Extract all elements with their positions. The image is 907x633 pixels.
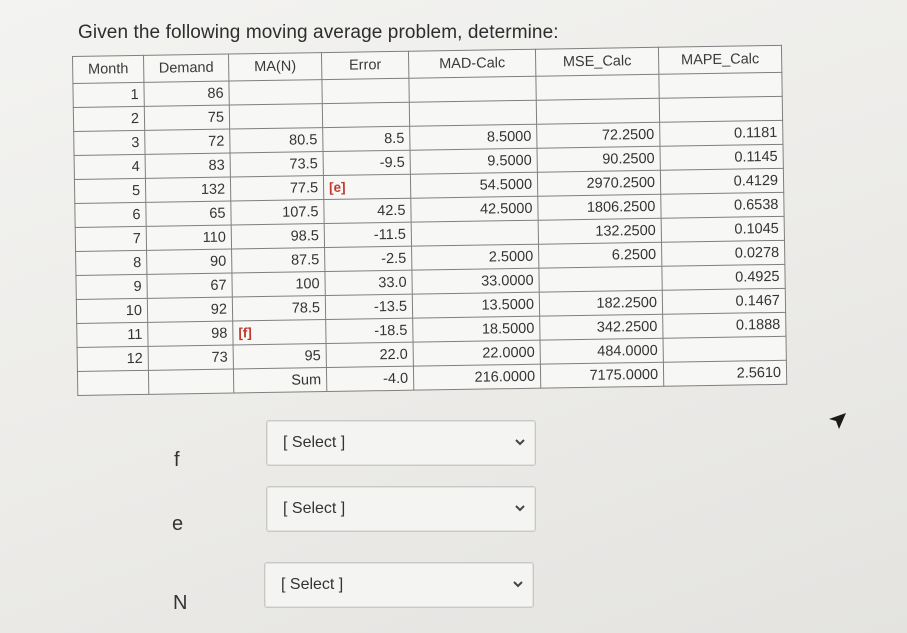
cell-error: -11.5 (324, 222, 411, 247)
cell-error: 22.0 (326, 342, 413, 367)
header-mse: MSE_Calc (535, 47, 658, 76)
select-e[interactable] (266, 486, 536, 532)
answer-tag-e: [e] (328, 179, 346, 195)
chevron-down-icon (513, 435, 527, 449)
cell-mape: 0.0278 (661, 240, 784, 266)
cell-mape (659, 72, 782, 98)
cell-mad: 42.5000 (411, 196, 538, 222)
header-mad: MAD-Calc (408, 49, 535, 78)
header-mape: MAPE_Calc (658, 45, 781, 74)
cell-mad (409, 100, 536, 126)
sum-cell: Sum (233, 368, 326, 393)
select-e-text: [ Select ] (283, 500, 346, 517)
cell-ma: 95 (233, 344, 326, 369)
cell-month: 7 (75, 226, 146, 251)
question-label-f: f (174, 449, 180, 471)
cell-ma: 87.5 (232, 248, 325, 273)
cell-mse: 484.0000 (540, 338, 663, 364)
cell-ma: 77.5 (230, 176, 323, 201)
empty-cell (148, 369, 233, 394)
question-label-e: e (172, 513, 184, 535)
sum-cell: 7175.0000 (540, 362, 663, 388)
cell-mse: 342.2500 (540, 314, 663, 340)
cell-mad: 54.5000 (410, 172, 537, 198)
cell-mse: 132.2500 (538, 218, 661, 244)
cell-ma: 100 (232, 272, 325, 297)
cell-demand: 65 (146, 201, 231, 226)
sum-cell: 216.0000 (413, 364, 540, 390)
cell-month: 2 (73, 106, 144, 131)
cell-mad: 33.0000 (412, 268, 539, 294)
cell-ma: 78.5 (232, 296, 325, 321)
empty-cell (77, 370, 148, 395)
cell-mape: 0.6538 (661, 192, 784, 218)
cell-mad: 13.5000 (412, 292, 539, 318)
cell-mse: 90.2500 (537, 146, 660, 172)
cell-mad (409, 76, 536, 102)
cell-error (322, 102, 409, 127)
cell-demand: 83 (145, 153, 230, 178)
cell-error (323, 174, 410, 199)
cell-error: 8.5 (323, 126, 410, 151)
cell-demand: 73 (148, 345, 233, 370)
cell-error (322, 78, 409, 103)
moving-average-table (72, 45, 787, 396)
cell-month: 9 (76, 274, 147, 299)
cell-mad: 8.5000 (410, 124, 537, 150)
chevron-down-icon (513, 501, 527, 515)
mouse-cursor-icon (826, 410, 848, 434)
cell-demand: 132 (145, 177, 230, 202)
cell-ma: 80.5 (230, 128, 323, 153)
cell-demand: 92 (147, 297, 232, 322)
cell-month: 11 (77, 322, 148, 347)
sum-cell: -4.0 (326, 366, 413, 391)
cell-error: -13.5 (325, 294, 412, 319)
cell-mape: 0.1181 (660, 120, 783, 146)
cell-mse (539, 266, 662, 292)
cell-month: 6 (75, 202, 146, 227)
cell-mape (659, 96, 782, 122)
cell-mse: 2970.2500 (537, 170, 660, 196)
header-month: Month (73, 55, 144, 83)
cell-ma: 107.5 (231, 200, 324, 225)
cell-mape: 0.1045 (661, 216, 784, 242)
cell-demand: 90 (147, 249, 232, 274)
header-ma: MA(N) (228, 53, 321, 81)
select-n-text: [ Select ] (281, 576, 344, 593)
cell-month: 3 (74, 130, 145, 155)
cell-error: -18.5 (326, 318, 413, 343)
cell-mad: 9.5000 (410, 148, 537, 174)
cell-mape: 0.1145 (660, 144, 783, 170)
cell-month: 5 (74, 178, 145, 203)
cell-mape: 0.1467 (662, 288, 785, 314)
cell-mse (536, 98, 659, 124)
cell-mse: 1806.2500 (538, 194, 661, 220)
question-heading: Given the following moving average problem, determine: (78, 22, 559, 43)
sum-cell: 2.5610 (663, 360, 786, 386)
cell-mse (536, 74, 659, 100)
cell-mse: 6.2500 (539, 242, 662, 268)
cell-demand: 67 (147, 273, 232, 298)
cell-demand: 75 (144, 105, 229, 130)
header-demand: Demand (143, 54, 228, 82)
question-label-n: N (173, 592, 188, 614)
cell-ma: 98.5 (231, 224, 324, 249)
cell-demand: 86 (144, 81, 229, 106)
answer-tag-f: [f] (238, 324, 252, 340)
cell-month: 8 (76, 250, 147, 275)
cell-error: -9.5 (323, 150, 410, 175)
cell-mad: 18.5000 (413, 316, 540, 342)
chevron-down-icon (511, 577, 525, 591)
header-error: Error (321, 51, 408, 79)
cell-demand: 98 (148, 321, 233, 346)
cell-error: -2.5 (325, 246, 412, 271)
cell-mape: 0.4925 (662, 264, 785, 290)
cell-error: 33.0 (325, 270, 412, 295)
cell-month: 4 (74, 154, 145, 179)
cell-month: 10 (76, 298, 147, 323)
cell-demand: 72 (145, 129, 230, 154)
cell-ma (229, 104, 322, 129)
select-n[interactable] (264, 562, 534, 608)
cell-ma: 73.5 (230, 152, 323, 177)
cell-month: 12 (77, 346, 148, 371)
cell-demand: 110 (146, 225, 231, 250)
cell-mad (411, 220, 538, 246)
cell-ma (229, 80, 322, 105)
cell-mad: 2.5000 (412, 244, 539, 270)
select-f-text: [ Select ] (283, 434, 346, 451)
cell-mse: 72.2500 (537, 122, 660, 148)
cell-mse: 182.2500 (539, 290, 662, 316)
cell-error: 42.5 (324, 198, 411, 223)
cell-mape: 0.4129 (660, 168, 783, 194)
select-f[interactable] (266, 420, 536, 466)
cell-mape (663, 336, 786, 362)
cell-mape: 0.1888 (663, 312, 786, 338)
cell-month: 1 (73, 82, 144, 107)
data-table-container (72, 45, 787, 396)
cell-ma (233, 320, 326, 345)
cell-mad: 22.0000 (413, 340, 540, 366)
